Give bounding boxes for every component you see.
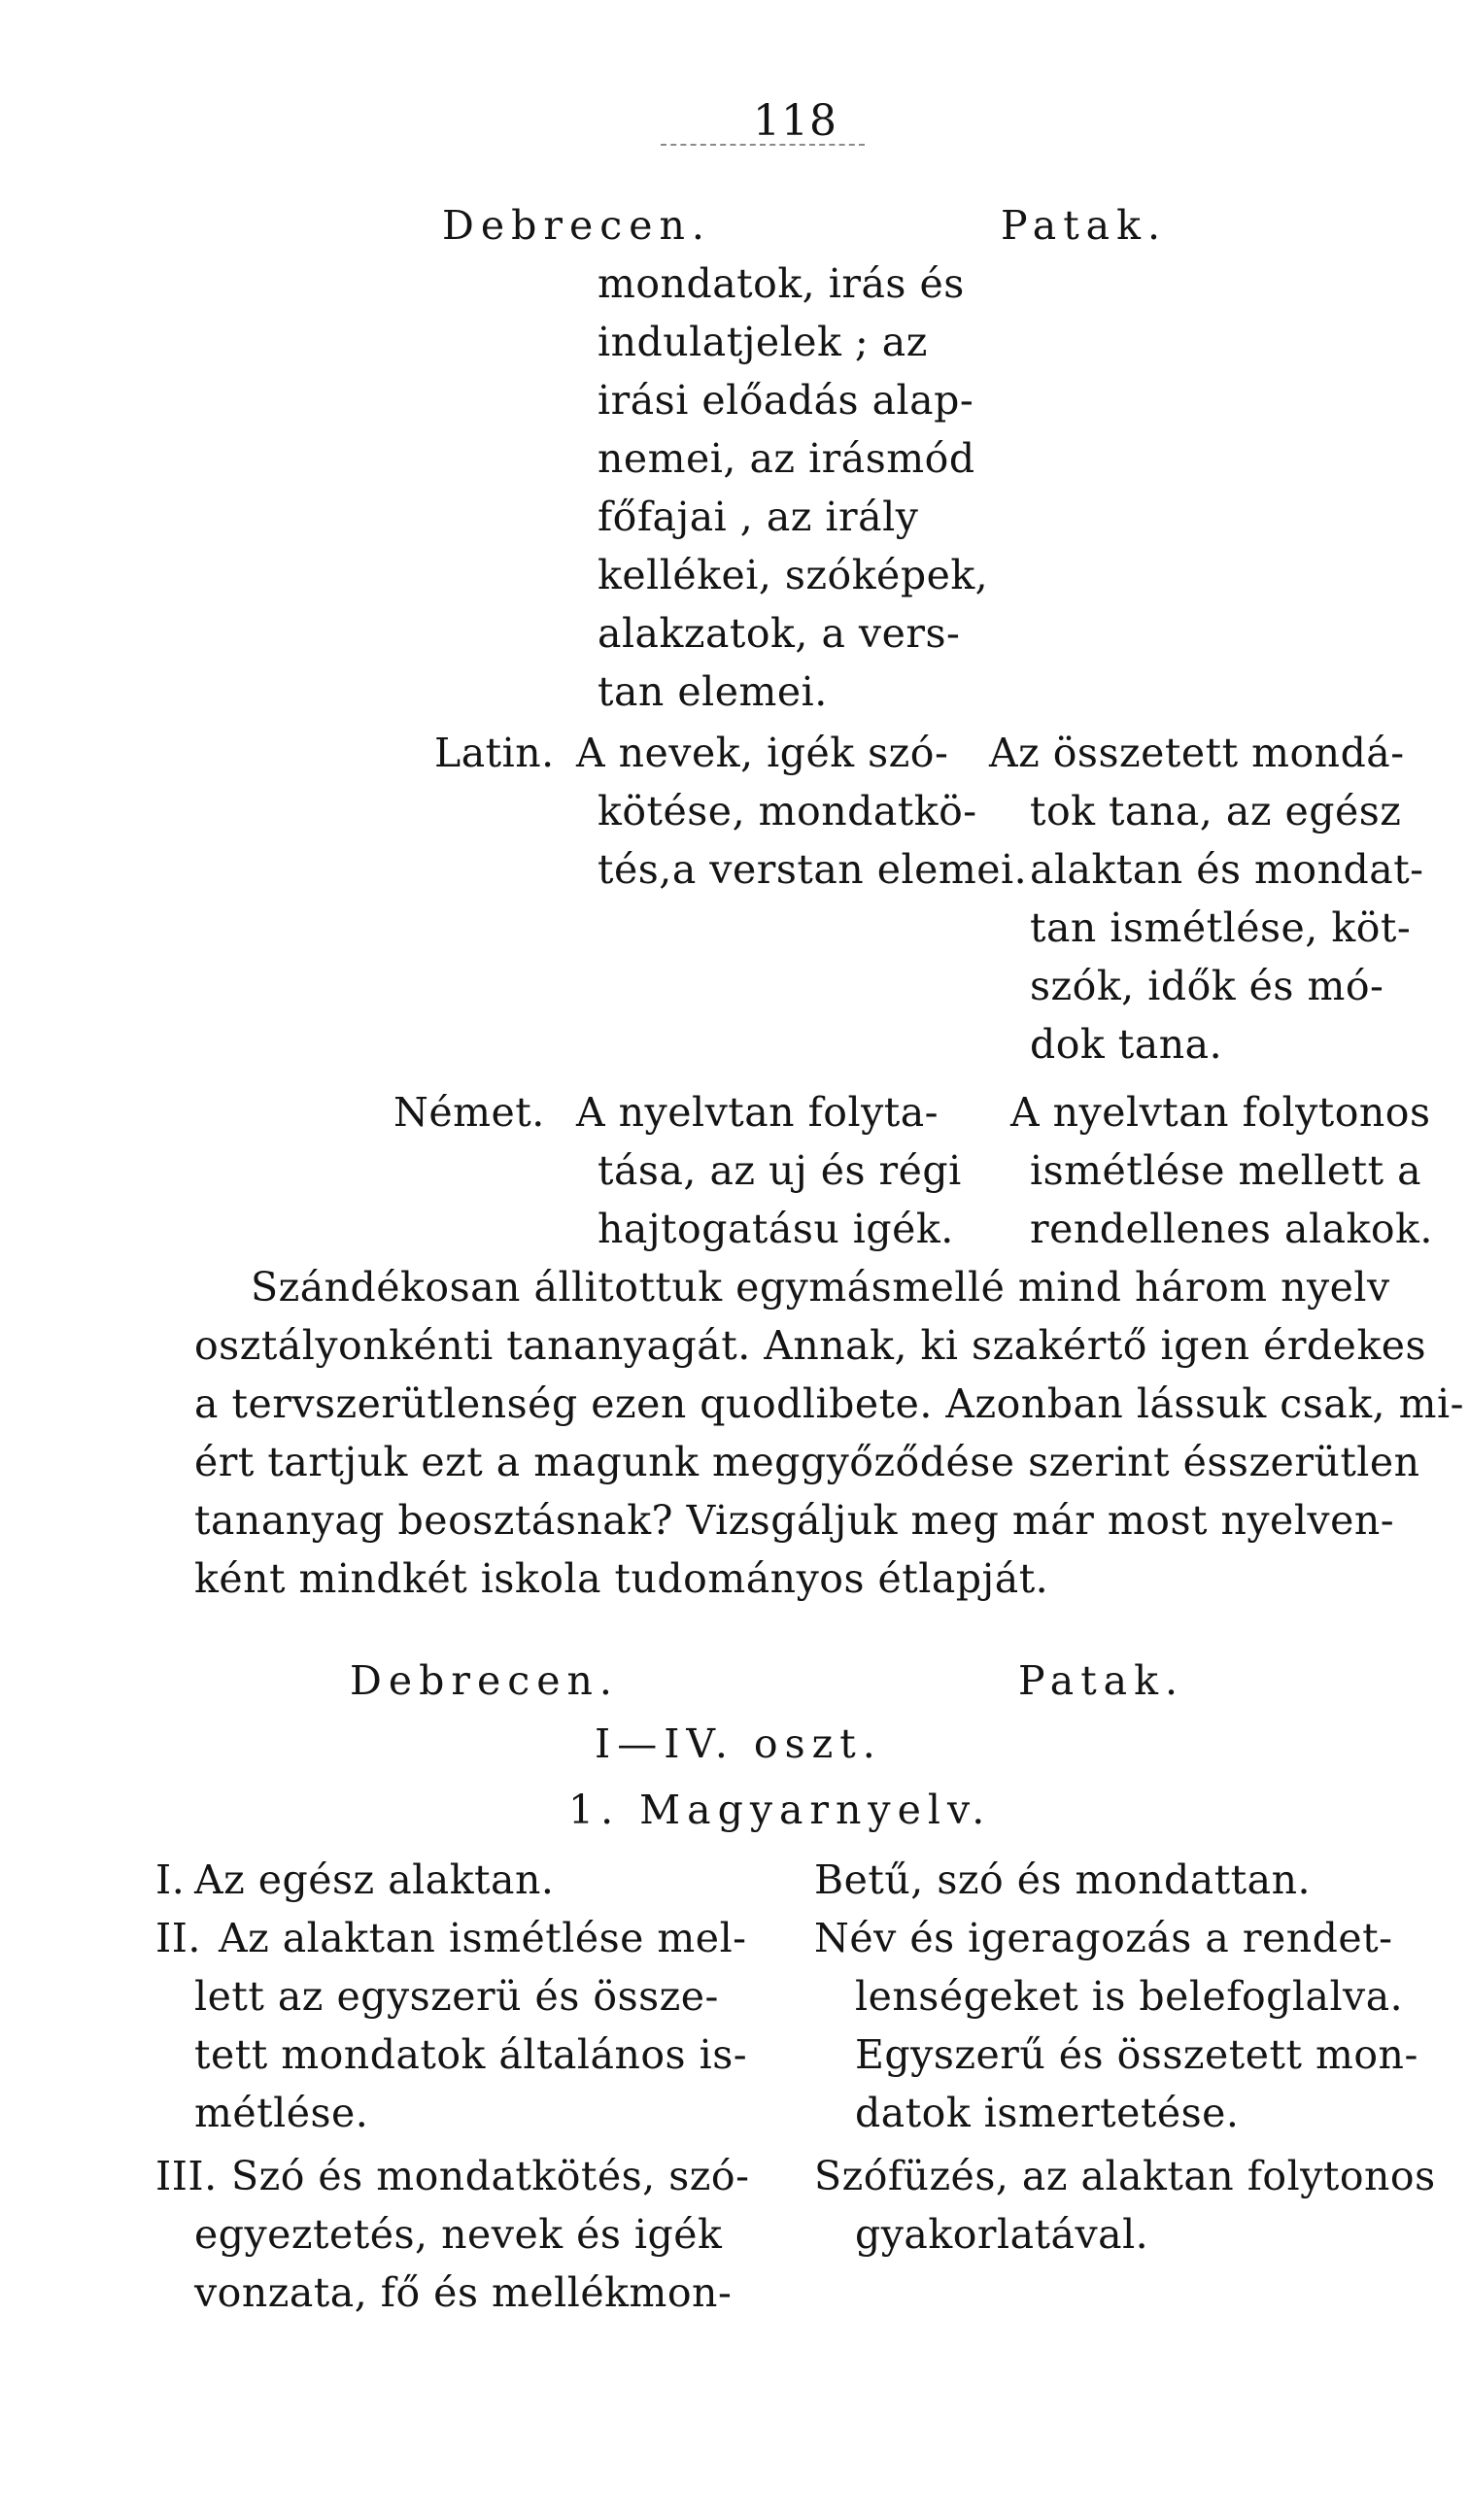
debrecen-line: tan elemei.	[598, 668, 828, 715]
debrecen-line: indulatjelek ; az	[598, 319, 928, 365]
row-patak-line: Szófüzés, az alaktan folytonos	[814, 2153, 1436, 2199]
roman-numeral: III.	[155, 2153, 218, 2199]
row-patak-line: gyakorlatával.	[855, 2211, 1149, 2258]
nemet-patak-line: ismétlése mellett a	[1030, 1147, 1422, 1194]
subject-label-latin: Latin.	[434, 730, 555, 776]
roman-numeral: I.	[155, 1856, 186, 1903]
nemet-debrecen-line: A nyelvtan folyta-	[576, 1089, 939, 1136]
column-heading-debrecen-2: Debrecen.	[350, 1657, 619, 1704]
latin-patak-line: Az összetett mondá-	[989, 730, 1405, 776]
subject-heading: 1. Magyarnyelv.	[568, 1787, 992, 1833]
paragraph-line: ként mindkét iskola tudományos étlapját.	[194, 1555, 1049, 1602]
row-patak-line: lenségeket is belefoglalva.	[855, 1973, 1404, 2020]
row-debrecen-line: métlése.	[194, 2090, 369, 2136]
page-number: 118	[753, 96, 837, 146]
nemet-debrecen-line: tása, az uj és régi	[598, 1147, 962, 1194]
row-debrecen-line: vonzata, fő és mellékmon-	[194, 2269, 733, 2316]
roman-numeral: II.	[155, 1915, 201, 1961]
latin-debrecen-line: A nevek, igék szó-	[576, 730, 949, 776]
column-heading-patak-2: Patak.	[1018, 1657, 1184, 1704]
row-debrecen-line: Szó és mondatkötés, szó-	[231, 2153, 750, 2199]
row-debrecen-line: egyeztetés, nevek és igék	[194, 2211, 723, 2258]
latin-patak-line: dok tana.	[1030, 1021, 1223, 1068]
debrecen-line: alakzatok, a vers-	[598, 610, 961, 657]
column-heading-patak: Patak.	[1001, 202, 1167, 249]
latin-patak-line: tok tana, az egész	[1030, 788, 1402, 834]
column-heading-debrecen: Debrecen.	[442, 202, 711, 249]
debrecen-line: mondatok, irás és	[598, 260, 965, 307]
latin-patak-line: szók, idők és mó-	[1030, 963, 1384, 1009]
debrecen-line: irási előadás alap-	[598, 377, 974, 424]
debrecen-line: nemei, az irásmód	[598, 435, 975, 482]
paragraph-line: osztályonkénti tananyagát. Annak, ki szakértő igen érdekes	[194, 1322, 1427, 1369]
header-rule	[661, 144, 865, 146]
row-patak-line: Egyszerű és összetett mon-	[855, 2031, 1418, 2078]
subject-label-nemet: Német.	[393, 1089, 545, 1136]
row-debrecen-line: Az alaktan ismétlése mel-	[219, 1915, 747, 1961]
nemet-patak-line: rendellenes alakok.	[1030, 1206, 1433, 1252]
row-debrecen-line: lett az egyszerü és össze-	[194, 1973, 719, 2020]
nemet-debrecen-line: hajtogatásu igék.	[598, 1206, 954, 1252]
row-debrecen-line: Az egész alaktan.	[194, 1856, 555, 1903]
latin-patak-line: alaktan és mondat-	[1030, 846, 1424, 893]
row-patak-line: Név és igeragozás a rendet-	[814, 1915, 1393, 1961]
row-patak-line: datok ismertetése.	[855, 2090, 1240, 2136]
debrecen-line: főfajai , az irály	[598, 494, 919, 540]
latin-patak-line: tan ismétlése, köt-	[1030, 904, 1412, 951]
class-heading: I—IV. oszt.	[595, 1720, 882, 1767]
latin-debrecen-line: tés,a verstan elemei.	[598, 846, 1028, 893]
nemet-patak-line: A nyelvtan folytonos	[1010, 1089, 1431, 1136]
latin-debrecen-line: kötése, mondatkö-	[598, 788, 977, 834]
row-patak-line: Betű, szó és mondattan.	[814, 1856, 1312, 1903]
paragraph-line: tananyag beosztásnak? Vizsgáljuk meg már most nyelven-	[194, 1497, 1395, 1544]
paragraph-line: ért tartjuk ezt a magunk meggyőződése szerint ésszerütlen	[194, 1439, 1420, 1485]
paragraph-line: a tervszerütlenség ezen quodlibete. Azonban lássuk csak, mi-	[194, 1380, 1464, 1427]
row-debrecen-line: tett mondatok általános is-	[194, 2031, 748, 2078]
paragraph-line: Szándékosan állitottuk egymásmellé mind három nyelv	[251, 1264, 1390, 1311]
debrecen-line: kellékei, szóképek,	[598, 552, 989, 598]
